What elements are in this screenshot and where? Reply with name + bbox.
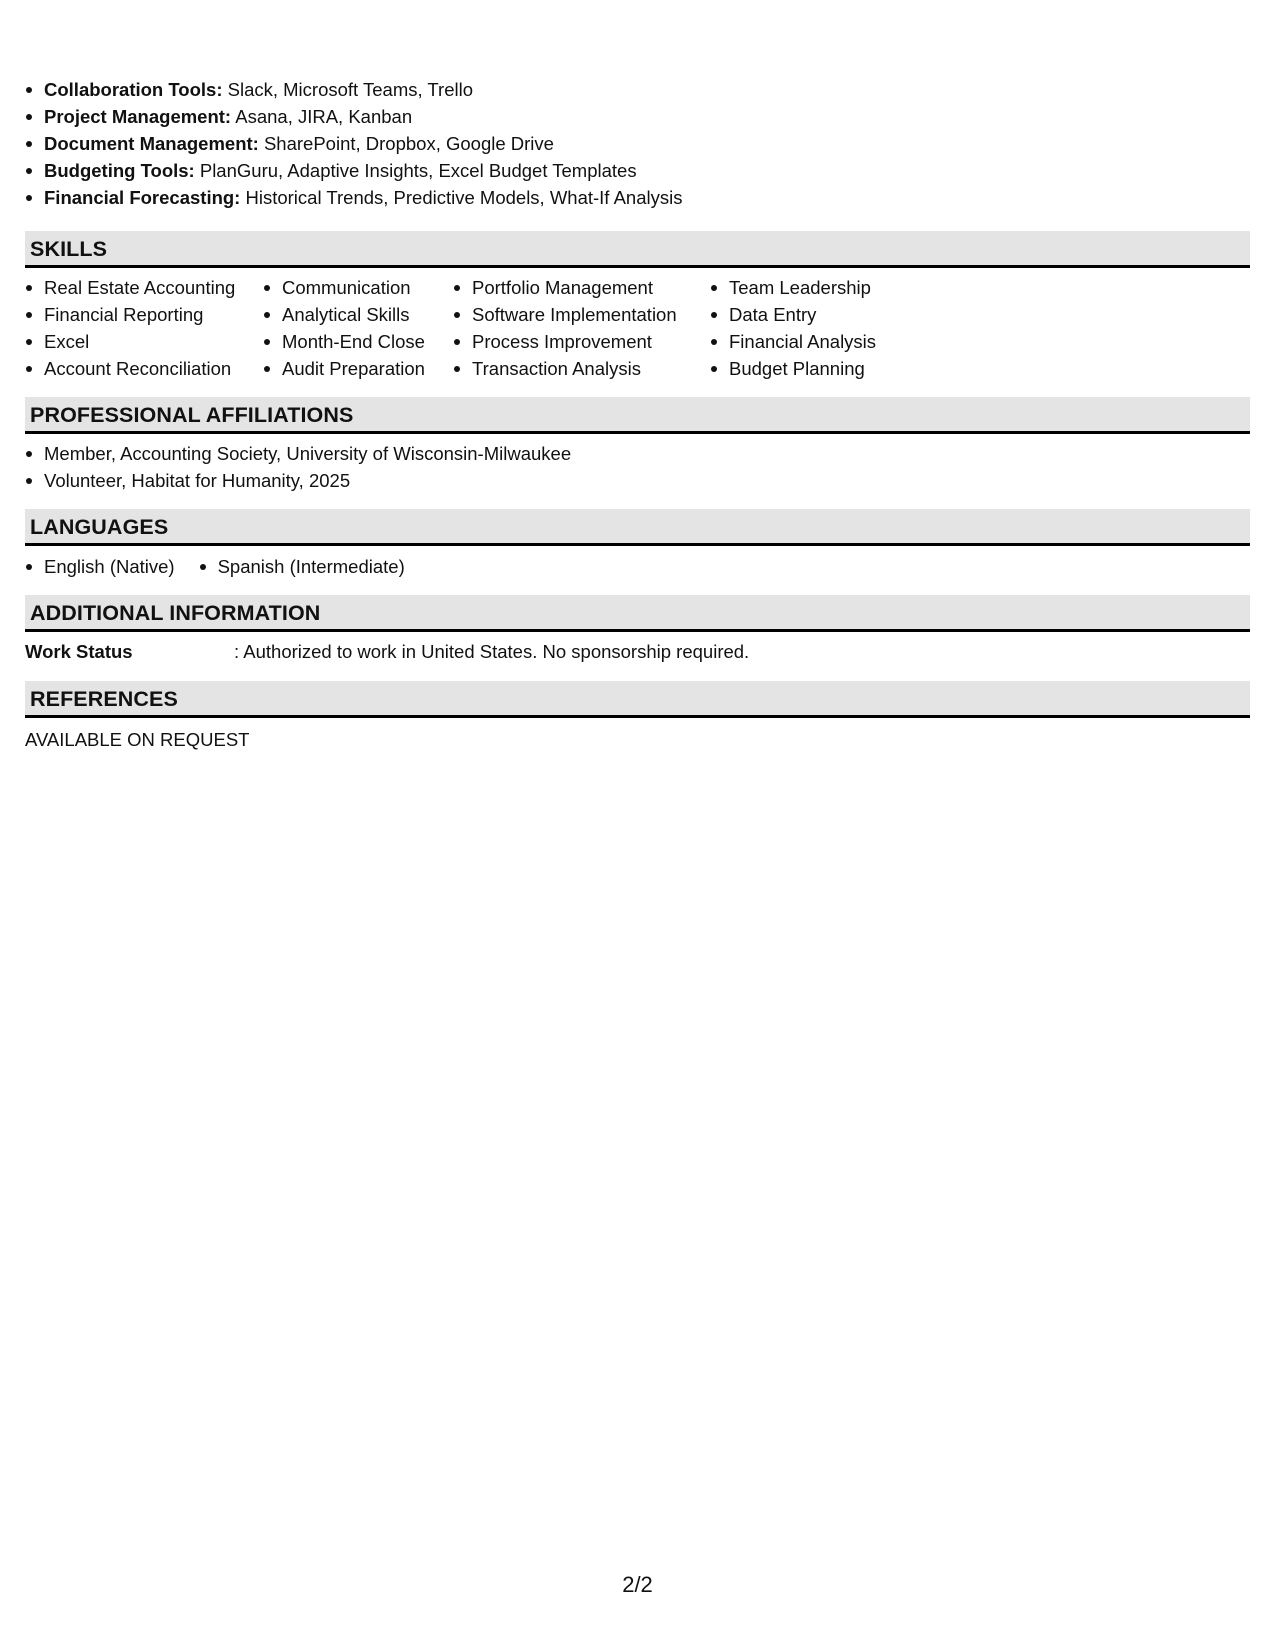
skills-column-1 — [25, 274, 263, 382]
skill-item: Transaction Analysis — [453, 355, 710, 382]
skills-column-4 — [710, 274, 910, 382]
affiliation-item: Volunteer, Habitat for Humanity, 2025 — [25, 467, 1250, 494]
tool-item-forecasting — [25, 184, 1250, 211]
page-number: 2/2 — [622, 1572, 653, 1597]
tool-item-project-management — [25, 103, 1250, 130]
tool-label: Budgeting Tools: — [44, 160, 195, 181]
tools-list — [25, 76, 1250, 211]
language-item: Spanish (Intermediate) — [199, 553, 405, 580]
tool-item-collaboration — [25, 76, 1250, 103]
skill-item: Financial Analysis — [710, 328, 910, 355]
skill-item: Analytical Skills — [263, 301, 453, 328]
tool-label: Financial Forecasting: — [44, 187, 241, 208]
skills-section-header: SKILLS — [25, 231, 1250, 268]
tool-label: Collaboration Tools: — [44, 79, 223, 100]
skill-item: Financial Reporting — [25, 301, 263, 328]
tool-value: Slack, Microsoft Teams, Trello — [227, 79, 473, 100]
languages-section-header: LANGUAGES — [25, 509, 1250, 546]
affiliations-list — [25, 440, 1250, 494]
languages-list — [25, 553, 1250, 580]
skills-column-2 — [263, 274, 453, 382]
skill-item: Budget Planning — [710, 355, 910, 382]
skill-item: Communication — [263, 274, 453, 301]
references-text: AVAILABLE ON REQUEST — [25, 729, 250, 750]
affiliation-item: Member, Accounting Society, University of Wisconsin-Milwaukee — [25, 440, 1250, 467]
tool-label: Document Management: — [44, 133, 259, 154]
resume-content — [25, 76, 1250, 753]
skill-item: Real Estate Accounting — [25, 274, 263, 301]
tool-item-budgeting — [25, 157, 1250, 184]
skill-item: Process Improvement — [453, 328, 710, 355]
tool-value: Asana, JIRA, Kanban — [235, 106, 413, 127]
references-section-header: REFERENCES — [25, 681, 1250, 718]
skills-grid — [25, 274, 1250, 382]
skill-item: Audit Preparation — [263, 355, 453, 382]
skill-item: Account Reconciliation — [25, 355, 263, 382]
work-status-row — [25, 638, 1250, 665]
skill-item: Software Implementation — [453, 301, 710, 328]
skill-item: Excel — [25, 328, 263, 355]
language-item: English (Native) — [25, 553, 175, 580]
skill-item: Portfolio Management — [453, 274, 710, 301]
skills-column-3 — [453, 274, 710, 382]
tool-value: Historical Trends, Predictive Models, What-If Analysis — [245, 187, 683, 208]
tool-label: Project Management: — [44, 106, 232, 127]
work-status-label: Work Status — [25, 641, 133, 662]
skill-item: Month-End Close — [263, 328, 453, 355]
skill-item: Team Leadership — [710, 274, 910, 301]
tool-value: PlanGuru, Adaptive Insights, Excel Budget Templates — [199, 160, 637, 181]
tool-item-document-management — [25, 130, 1250, 157]
tool-value: SharePoint, Dropbox, Google Drive — [263, 133, 554, 154]
skill-item: Data Entry — [710, 301, 910, 328]
affiliations-section-header: PROFESSIONAL AFFILIATIONS — [25, 397, 1250, 434]
work-status-value: : Authorized to work in United States. No sponsorship required. — [234, 641, 750, 662]
additional-info-section-header: ADDITIONAL INFORMATION — [25, 595, 1250, 632]
